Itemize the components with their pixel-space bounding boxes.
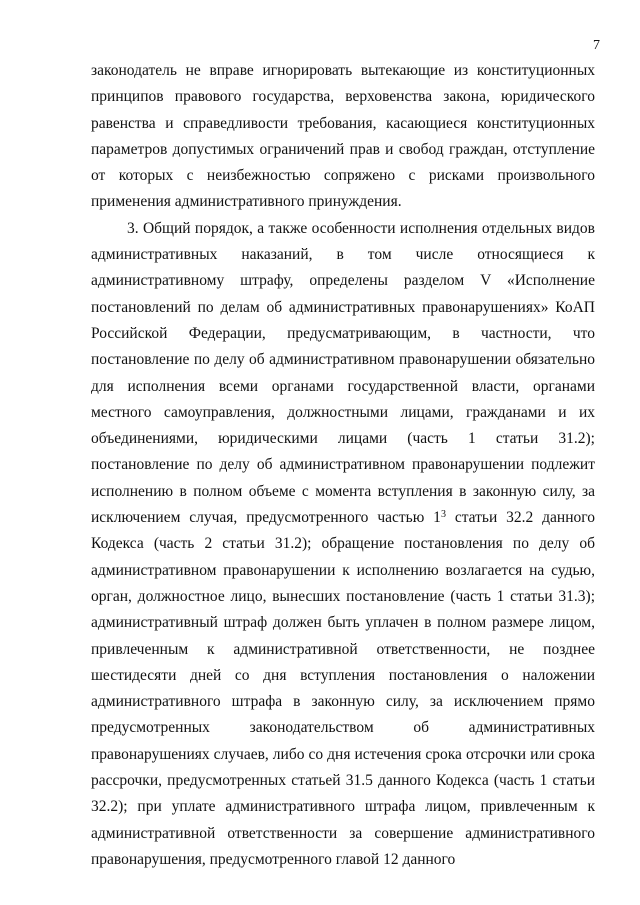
superscript-marker: 3: [440, 509, 446, 521]
paragraph-section-3: [91, 216, 595, 873]
paragraph-text-part-2: статьи 32.2 данного Кодекса (часть 2 статьи 31.2); обращение постановления по делу об административном правонарушении к исполнению возлагается на судью, орган, должностное лицо, вынесших постановление (часть 1 статьи 31.3); административный штраф должен быть уплачен в полном размере лицом, привлеченным к административной ответственности, не позднее шестидесяти дней со дня вступления постановления о наложении административного штрафа в законную силу, за исключением прямо предусмотренных законодательством об административных правонарушениях случаев, либо со дня истечения срока отсрочки или срока рассрочки, предусмотренных статьей 31.5 данного Кодекса (часть 1 статьи 32.2); при уплате административного штрафа лицом, привлеченным к административной ответственности за совершение административного правонарушения, предусмотренного главой 12 данного: [91, 509, 595, 868]
page-number: 7: [593, 38, 600, 53]
paragraph-continuation: законодатель не вправе игнорировать вытекающие из конституционных принципов правового государства, верховенства закона, юридического равенства и справедливости требования, касающиеся конституционных параметров допустимых ограничений прав и свобод граждан, отступление от которых с неизбежностью сопряжено с рисками произвольного применения административного принуждения.: [91, 62, 595, 211]
paragraph-text-part-1: 3. Общий порядок, а также особенности исполнения отдельных видов административных наказаний, в том числе относящиеся к административному штрафу, определены разделом V «Исполнение постановлений по делам об административных правонарушениях» КоАП Российской Федерации, предусматривающим, в частности, что постановление по делу об административном правонарушении обязательно для исполнения всеми органами государственной власти, органами местного самоуправления, должностными лицами, гражданами и их объединениями, юридическими лицами (часть 1 статьи 31.2); постановление по делу об административном правонарушении подлежит исполнению в полном объеме с момента вступления в законную силу, за исключением случая, предусмотренного частью 1: [91, 219, 595, 527]
document-body: [91, 58, 595, 873]
